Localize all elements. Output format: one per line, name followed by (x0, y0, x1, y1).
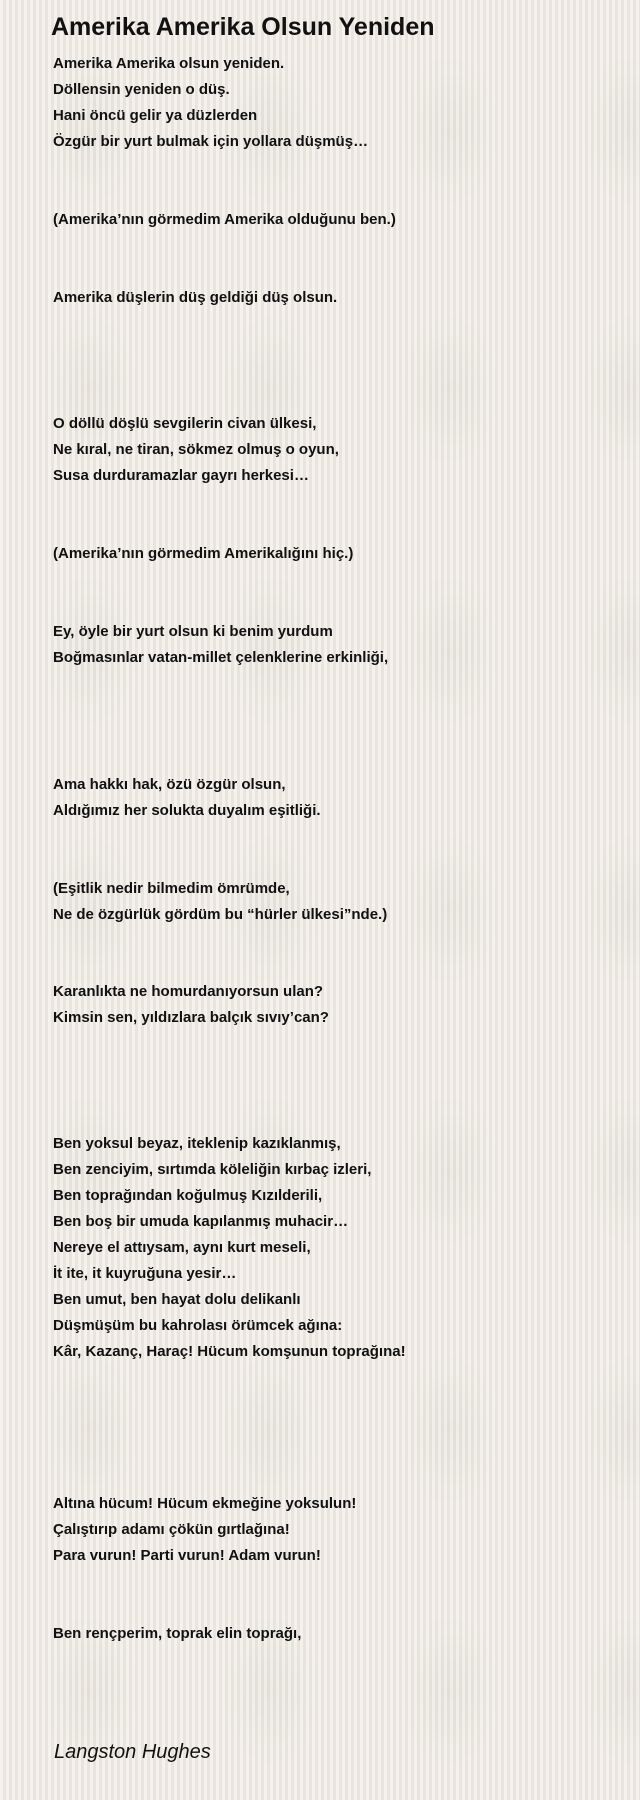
poem-title: Amerika Amerika Olsun Yeniden (51, 13, 435, 41)
poem-line: Ben umut, ben hayat dolu delikanlı (53, 1291, 301, 1308)
stanza (53, 285, 337, 311)
poem-line: Ben toprağından koğulmuş Kızılderili, (53, 1187, 323, 1204)
poem-line: Aldığımız her solukta duyalım eşitliği. (53, 802, 321, 819)
poem-author: Langston Hughes (54, 1741, 211, 1763)
poem-line: Karanlıkta ne homurdanıyorsun ulan? (53, 983, 324, 1000)
poem-line: Ben yoksul beyaz, iteklenip kazıklanmış, (53, 1135, 341, 1152)
stanza (53, 1287, 406, 1365)
poem-line: Nereye el attıysam, aynı kurt meseli, (53, 1239, 311, 1256)
poem-line: Amerika düşlerin düş geldiği düş olsun. (53, 289, 338, 306)
poem-line: Susa durduramazlar gayrı herkesi… (53, 467, 309, 484)
stanza (53, 876, 387, 928)
poem-line: (Amerika’nın görmedim Amerika olduğunu ben.) (53, 211, 396, 228)
poem-line: Ne kıral, ne tiran, sökmez olmuş o oyun, (53, 441, 339, 458)
stanza (53, 1131, 371, 1287)
poem-line: Boğmasınlar vatan-millet çelenklerine erkinliği, (53, 649, 389, 666)
stanza (53, 411, 339, 489)
poem-line: Ey, öyle bir yurt olsun ki benim yurdum (53, 623, 333, 640)
poem-line: Hani öncü gelir ya düzlerden (53, 107, 258, 124)
poem-line: Para vurun! Parti vurun! Adam vurun! (53, 1547, 321, 1564)
stanza (53, 51, 368, 155)
poem-line: Ne de özgürlük gördüm bu “hürler ülkesi”nde.) (53, 906, 388, 923)
poem-line: Kâr, Kazanç, Haraç! Hücum komşunun toprağına! (53, 1343, 406, 1360)
stanza (53, 207, 396, 233)
poem-line: Ben rençperim, toprak elin toprağı, (53, 1625, 302, 1642)
poem-line: Çalıştırıp adamı çökün gırtlağına! (53, 1521, 290, 1538)
poem-line: (Amerika’nın görmedim Amerikalığını hiç.) (53, 545, 354, 562)
poem-line: Amerika Amerika olsun yeniden. (53, 55, 285, 72)
poem-line: İt ite, it kuyruğuna yesir… (53, 1265, 237, 1282)
poem-line: Ama hakkı hak, özü özgür olsun, (53, 776, 286, 793)
stanza (53, 772, 321, 824)
stanza (53, 619, 388, 671)
poem-line: Düşmüşüm bu kahrolası örümcek ağına: (53, 1317, 343, 1334)
poem-line: Özgür bir yurt bulmak için yollara düşmüş… (53, 133, 369, 150)
poem-line: Döllensin yeniden o düş. (53, 81, 230, 98)
stanza (53, 1621, 301, 1647)
poem-line: Ben zenciyim, sırtımda köleliğin kırbaç izleri, (53, 1161, 372, 1178)
poem-line: Kimsin sen, yıldızlara balçık sıvıy’can? (53, 1009, 329, 1026)
poem-line: Ben boş bir umuda kapılanmış muhacir… (53, 1213, 349, 1230)
poem-line: O döllü döşlü sevgilerin civan ülkesi, (53, 415, 317, 432)
stanza (53, 979, 329, 1031)
poem-line: Altına hücum! Hücum ekmeğine yoksulun! (53, 1495, 357, 1512)
stanza (53, 541, 353, 567)
stanza (53, 1491, 356, 1569)
poem-line: (Eşitlik nedir bilmedim ömrümde, (53, 880, 290, 897)
